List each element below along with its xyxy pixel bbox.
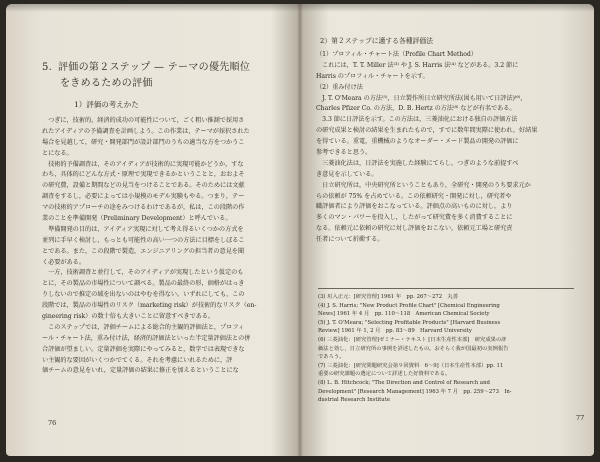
body-line: の研究成果と検討の結果を生まれたもので，すでに数年間実際に使われ，好結果 — [316, 127, 538, 135]
body-line: の研究費，設備と期間などの見当をつけることである。そのためには文献 — [42, 182, 245, 190]
body-line: ール・チャート法，重み付け法，経済的評価法といった半定量評価法との併 — [42, 334, 251, 342]
body-line: を得ている。重電，重機械のようなオーダー・メード製品の開発の評価に — [316, 138, 519, 146]
body-line: 調査をするし，必要によっては小規模のモデル実験もやる。つまり，テー — [42, 193, 245, 201]
body-line: 合評価が望ましい。定量評価を実際にやってみると，数字では表現できな — [42, 345, 245, 353]
body-line: 価チームの意見をいれ，定量評価の結果に修正を加えるということにな — [42, 367, 239, 375]
body-line: い主観的な要因がいくつかでてくる。それを考慮にいれるために，評 — [42, 356, 233, 364]
body-line: 日立研究所は，中央研究所ということもあり，全研究・開発のうち要求元か — [316, 181, 531, 189]
page-number-left: 76 — [48, 419, 57, 427]
footnote-line: 価法と効し，日立研究所の事例を詳述したもの。おそらく我が国最初の実例報告 — [318, 345, 509, 352]
footnote-line: Development" [Research Management] 1963 年 7 月 pp. 259～273 In- — [318, 388, 512, 395]
body-line: 一方，技術調査と並行して，そのアイディアが実現したという仮定のも — [42, 269, 244, 277]
body-line: gineering risk）の数十倍も大きいことに留意すべきである。 — [42, 313, 215, 321]
right-body-text — [316, 50, 572, 246]
footnote-line: Review] 1961 年 1, 2 月 pp. 83～89 Harvard University — [318, 328, 472, 335]
body-line: れたアイディアの予備調査を計画しよう。この作業は，テーマが採択された — [42, 127, 250, 135]
body-line: Harris のプロフィル・チャートを示す。 — [316, 72, 429, 80]
body-line: Charles Pfizer Co. の方法，D. B. Hertz の方法⁽⁸⁾ などが有名である。 — [316, 105, 516, 113]
chapter-heading — [42, 60, 288, 92]
body-line: （2）重み付け法 — [316, 83, 363, 91]
page-number-right: 77 — [576, 414, 585, 422]
body-line: とになる。 — [42, 149, 73, 157]
body-line: 任者について折衝する。 — [316, 236, 384, 244]
body-line: このステップでは，評価チームによる総合的主観的評価法と，プロフィ — [42, 323, 245, 331]
right-page — [302, 4, 594, 456]
footnote-line: (3) 垣入正元：[研究管理] 1961 年 pp. 267～272 丸善 — [318, 294, 458, 300]
footnote-line: であろう。 — [318, 354, 345, 361]
body-line: 準備開発の目的は，アイディア実現に対して考え得るいくつかの方式を — [42, 225, 244, 233]
body-line: 場合を見越して，研究・開発部門が設計部門のうちの適当な方をつかうこ — [42, 138, 245, 146]
section-heading-right: 2）第２ステップに適する各種評価法 — [320, 37, 433, 45]
chapter-number: 5. — [42, 62, 53, 73]
body-line: なる。依頼元に依頼の研究に対し評価をおこない，依頼元工場と研究責 — [316, 225, 513, 233]
footnote-line: (8) L. B. Hitchcock; "The Direction and Control of Research and — [318, 379, 490, 386]
section-heading: 1）評価の考えかた — [74, 100, 139, 109]
footnotes — [318, 288, 574, 405]
body-line: 職評価者により評価をおこなっている。評価点の高いものに対し，より — [316, 203, 513, 211]
body-line: マの技術的アプローチの途をみつけるわけであるが，私は，この段階の作 — [42, 204, 245, 212]
body-line: とである。また，この段階で製造，エンジニアリングの担当者の意見を聞 — [42, 247, 245, 255]
open-book — [6, 4, 594, 456]
footnote-line: 重要の研究課題の選定について詳述した好資料である。 — [318, 371, 451, 378]
footnote-line: (7) 三菱油化：[研究問題研究会第９回資料 6～9]（日本生産性本部）pp. 11 — [318, 362, 504, 369]
body-line: 3.3 節に日評法を示す。この方法は，三菱油化における独自の評価方法 — [316, 116, 518, 124]
body-line: 段階では，製品の市場性のリスク（marketing risk）が技術的なリスク（en- — [42, 302, 257, 310]
body-line: く必要がある。 — [42, 258, 85, 266]
body-line: （1）プロフィル・チャート法（Profile Chart Method） — [316, 51, 477, 58]
body-line: 業のことを準備開発（Preliminary Development）と呼んでいる。 — [42, 215, 232, 223]
body-line: J. T. O'Meara の方法⁽⁵⁾，日立製作所日立研究所法(図も用いて日評法)⁽⁶⁾， — [316, 94, 527, 102]
body-line: 三菱油化法は，日評法を実施した経験にてらし，つぎのような前提すべ — [316, 159, 519, 167]
left-body-text — [42, 116, 288, 377]
body-line: 技術的予備調査は，そのアイディアが技術的に実現可能かどうか，すな — [42, 160, 244, 168]
body-line: 参考できると思う。 — [316, 149, 372, 157]
footnote-line: (6) 三菱油化：[研究管理]ゼミナー・テキスト [日本生産性本部] 研究成果の評 — [318, 336, 507, 343]
body-line: 並列に手早く検討し，もっとも可能性の高い一つの方法に目標をしぼるこ — [42, 236, 245, 244]
left-page — [6, 4, 298, 456]
body-line: らの依頼が 75% を占めている。この依頼研究・開発に対し，研究者や — [316, 192, 512, 200]
body-line: とに，その製品の市場性について調べる。製品の最終の形，価格がはっき — [42, 280, 245, 288]
body-line: りしないので推定の域を出ないのはやむを得ない。いずれにしても，この — [42, 291, 245, 299]
footnote-line: (5) J. T. O'Meara; "Selecting Profitable Products" [Harvard Business — [318, 319, 501, 326]
footnote-line: News] 1961 年 4 月 pp. 110～118 American Chemical Society — [318, 311, 490, 318]
body-line: これには，T. T. Miller 法⁽³⁾ や J. S. Harris 法⁽⁴⁾ などがある。3.2 節に — [316, 61, 519, 69]
body-line: わち，具体的にどんな方式・原理で実現できるかということと，おおよそ — [42, 171, 245, 179]
body-line: 多くのマン・パワーを投入し，したがって研究費を多く消費することに — [316, 214, 513, 222]
footnote-line: dustrial Research Institute — [318, 397, 390, 404]
chapter-heading-line-2: をきめるための評価 — [60, 78, 153, 89]
chapter-heading-line-1: 評価の第２ステップ — テーマの優先順位 — [58, 62, 251, 73]
footnote-line: (4) J. S. Harris; "New Product Profile Chart" [Chemical Engineering — [318, 302, 500, 309]
body-line: つぎに，技術的，経済的成功の可能性について，ごく粗い推測で採用さ — [42, 117, 245, 124]
body-line: き意見を示している。 — [316, 170, 378, 178]
